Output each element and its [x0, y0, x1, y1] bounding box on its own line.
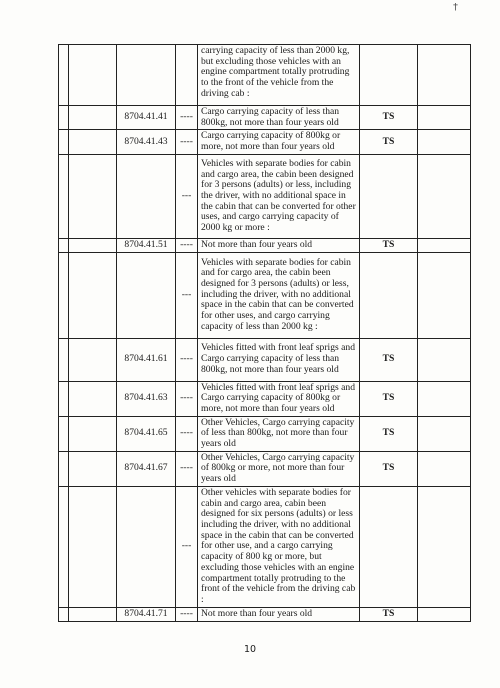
- empty-cell: [69, 381, 117, 416]
- tariff-code-cell: 8704.41.43: [117, 130, 176, 154]
- empty-cell: [418, 607, 471, 621]
- tariff-code-cell: [117, 486, 176, 607]
- rate-cell: [360, 45, 418, 106]
- tariff-code-cell: 8704.41.65: [117, 416, 176, 451]
- tariff-table: [58, 44, 471, 622]
- description-cell: carrying capacity of less than 2000 kg, but excluding those vehicles with an engine compartment totally protruding to the front of the vehicle from the driving cab :: [198, 45, 360, 106]
- dash-cell: ----: [176, 106, 198, 130]
- empty-cell: [59, 130, 69, 154]
- rate-cell: TS: [360, 106, 418, 130]
- empty-cell: [59, 416, 69, 451]
- empty-cell: [418, 338, 471, 381]
- table-row: [59, 607, 471, 621]
- dash-cell: ---: [176, 154, 198, 238]
- empty-cell: [59, 238, 69, 252]
- tariff-code-cell: [117, 252, 176, 338]
- dash-cell: ----: [176, 381, 198, 416]
- table-row: [59, 451, 471, 486]
- empty-cell: [418, 154, 471, 238]
- empty-cell: [59, 45, 69, 106]
- table-row: [59, 486, 471, 607]
- empty-cell: [69, 486, 117, 607]
- description-cell: Other vehicles with separate bodies for cabin and cargo area, cabin been designed for six persons (adults) or less including the driver, with no additional space in the cabin that can be converted for other use, and a cargo carrying capacity of 800 kg or more, but excluding those vehicles with an engine compartment totally protruding to the front of the vehicle from the driving cab :: [198, 486, 360, 607]
- rate-cell: [360, 154, 418, 238]
- table-row: [59, 416, 471, 451]
- rate-cell: TS: [360, 381, 418, 416]
- rate-cell: TS: [360, 338, 418, 381]
- empty-cell: [59, 106, 69, 130]
- empty-cell: [418, 130, 471, 154]
- table-row: [59, 130, 471, 154]
- table-row: [59, 154, 471, 238]
- empty-cell: [69, 416, 117, 451]
- tariff-code-cell: 8704.41.67: [117, 451, 176, 486]
- rate-cell: TS: [360, 607, 418, 621]
- empty-cell: [418, 252, 471, 338]
- table-row: [59, 338, 471, 381]
- empty-cell: [59, 607, 69, 621]
- empty-cell: [69, 338, 117, 381]
- rate-cell: [360, 486, 418, 607]
- description-cell: Cargo carrying capacity of less than 800kg, not more than four years old: [198, 106, 360, 130]
- rate-cell: [360, 252, 418, 338]
- description-cell: Vehicles fitted with front leaf sprigs and Cargo carrying capacity of 800kg or more, not more than four years old: [198, 381, 360, 416]
- empty-cell: [69, 607, 117, 621]
- description-cell: Vehicles fitted with front leaf sprigs and Cargo carrying capacity of less than 800kg, not more than four years old: [198, 338, 360, 381]
- description-cell: Other Vehicles, Cargo carrying capacity of less than 800kg, not more than four years old: [198, 416, 360, 451]
- empty-cell: [59, 451, 69, 486]
- dash-cell: ----: [176, 338, 198, 381]
- dash-cell: ----: [176, 416, 198, 451]
- tariff-code-cell: [117, 154, 176, 238]
- empty-cell: [69, 252, 117, 338]
- tariff-code-cell: 8704.41.63: [117, 381, 176, 416]
- dash-cell: ---: [176, 486, 198, 607]
- table-row: [59, 45, 471, 106]
- table-row: [59, 106, 471, 130]
- table-row: [59, 238, 471, 252]
- dash-cell: ---: [176, 252, 198, 338]
- empty-cell: [69, 451, 117, 486]
- empty-cell: [69, 130, 117, 154]
- dash-cell: ----: [176, 607, 198, 621]
- tariff-code-cell: [117, 45, 176, 106]
- description-cell: Other Vehicles, Cargo carrying capacity of 800kg or more, not more than four years old: [198, 451, 360, 486]
- empty-cell: [418, 451, 471, 486]
- tariff-code-cell: 8704.41.41: [117, 106, 176, 130]
- tariff-code-cell: 8704.41.71: [117, 607, 176, 621]
- rate-cell: TS: [360, 130, 418, 154]
- empty-cell: [418, 486, 471, 607]
- rate-cell: TS: [360, 416, 418, 451]
- empty-cell: [418, 416, 471, 451]
- empty-cell: [418, 381, 471, 416]
- description-cell: Vehicles with separate bodies for cabin and for cargo area, the cabin been designed for 3 persons (adults) or less, including the driver, with no additional space in the cabin that can be converted for other uses, and cargo carrying capacity of less than 2000 kg :: [198, 252, 360, 338]
- empty-cell: [59, 252, 69, 338]
- tariff-code-cell: 8704.41.51: [117, 238, 176, 252]
- dash-cell: ----: [176, 451, 198, 486]
- description-cell: Not more than four years old: [198, 238, 360, 252]
- description-cell: Cargo carrying capacity of 800kg or more, not more than four years old: [198, 130, 360, 154]
- rate-cell: TS: [360, 238, 418, 252]
- empty-cell: [59, 381, 69, 416]
- empty-cell: [59, 338, 69, 381]
- corner-mark: †: [453, 2, 458, 13]
- table-row: [59, 381, 471, 416]
- empty-cell: [69, 238, 117, 252]
- empty-cell: [59, 154, 69, 238]
- dash-cell: ----: [176, 130, 198, 154]
- description-cell: Not more than four years old: [198, 607, 360, 621]
- dash-cell: [176, 45, 198, 106]
- empty-cell: [69, 154, 117, 238]
- page-number: 10: [243, 644, 257, 655]
- rate-cell: TS: [360, 451, 418, 486]
- empty-cell: [69, 45, 117, 106]
- empty-cell: [418, 106, 471, 130]
- empty-cell: [59, 486, 69, 607]
- description-cell: Vehicles with separate bodies for cabin and cargo area, the cabin been designed for 3 persons (adults) or less, including the driver, with no additional space in the cabin that can be converted for other uses, and cargo carrying capacity of 2000 kg or more :: [198, 154, 360, 238]
- empty-cell: [69, 106, 117, 130]
- empty-cell: [418, 238, 471, 252]
- table-row: [59, 252, 471, 338]
- empty-cell: [418, 45, 471, 106]
- tariff-code-cell: 8704.41.61: [117, 338, 176, 381]
- dash-cell: ----: [176, 238, 198, 252]
